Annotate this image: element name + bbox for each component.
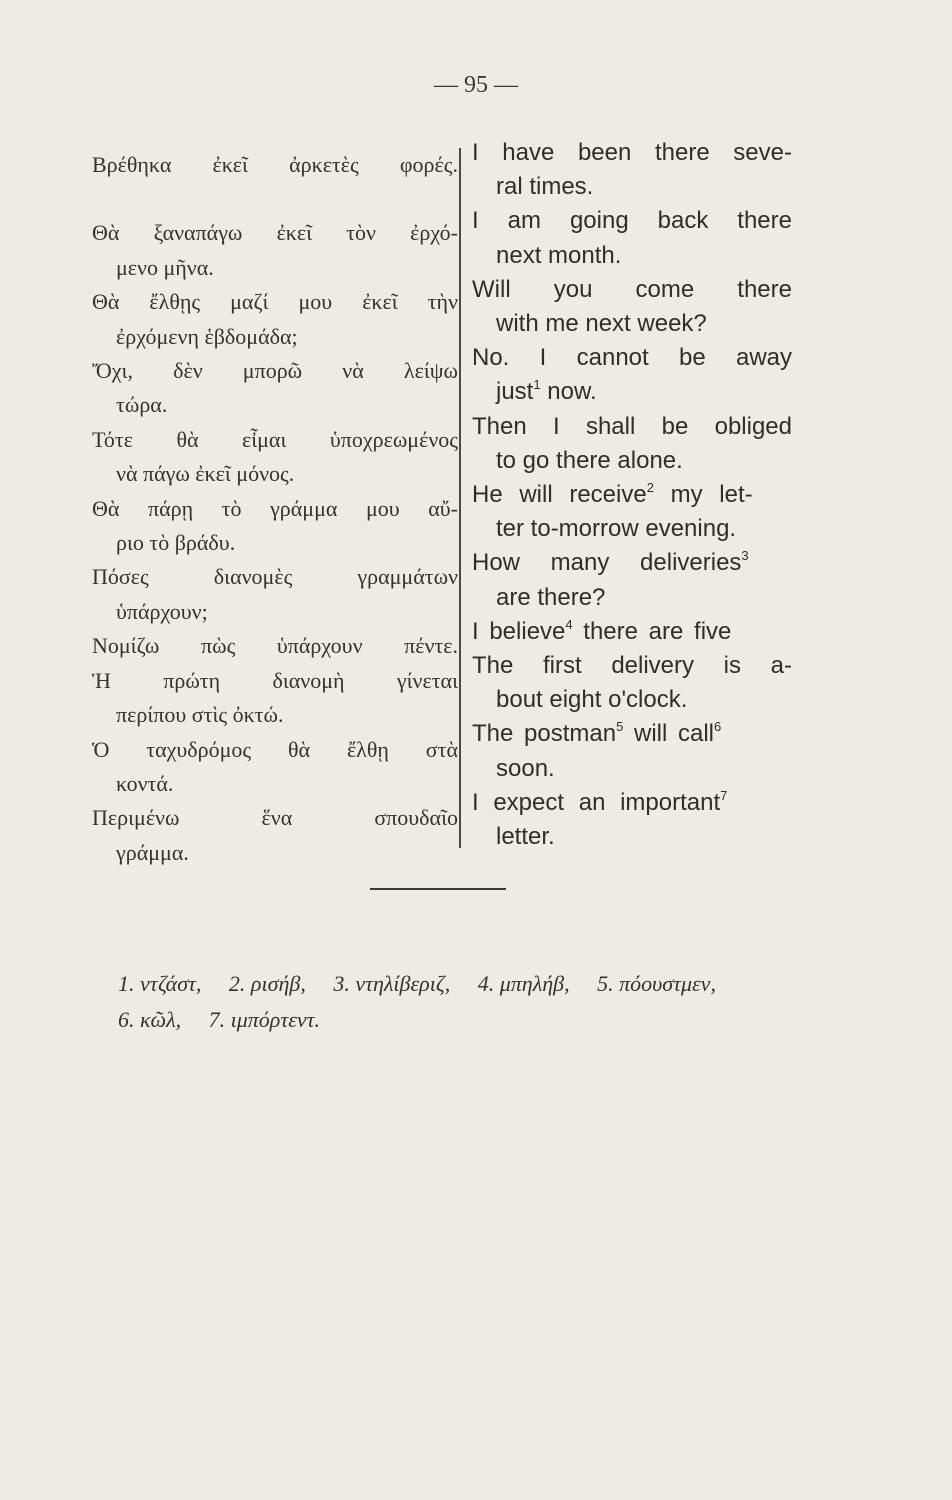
- footnote-rule: [370, 888, 506, 890]
- english-line-continuation: to go there alone.: [496, 446, 683, 474]
- english-word: How many deliveries: [472, 549, 742, 577]
- english-line: Will you come there: [472, 275, 792, 303]
- page-number: — 95 —: [434, 72, 518, 98]
- english-entry: [472, 717, 792, 785]
- english-word: now.: [540, 378, 597, 406]
- english-entry: [472, 649, 792, 717]
- english-word: my let-: [653, 481, 753, 509]
- footnote-marker: 4: [565, 616, 573, 632]
- english-line-continuation: [472, 375, 792, 409]
- greek-line: Τότε θὰ εἶμαι ὑποχρεωμένος: [92, 426, 458, 452]
- english-word: I expect an important: [472, 788, 721, 816]
- english-column: [472, 136, 792, 854]
- english-word: I believe: [472, 617, 566, 645]
- greek-line-continuation: τώρα.: [116, 392, 168, 418]
- english-line: [472, 615, 792, 649]
- greek-entry: [92, 733, 458, 802]
- greek-line: Ὄχι, δὲν μπορῶ νὰ λείψω: [92, 358, 458, 384]
- greek-line: Ἡ πρώτη διανομὴ γίνεται: [92, 667, 458, 693]
- english-word: there are five: [572, 617, 732, 645]
- english-line: [472, 717, 792, 751]
- column-divider: [459, 148, 461, 848]
- greek-line: Θὰ πάρῃ τὸ γράμμα μου αὔ-: [92, 495, 458, 521]
- english-line-continuation: with me next week?: [496, 310, 707, 338]
- footnote-marker: 6: [714, 719, 722, 735]
- greek-line-continuation: ἐρχόμενη ἑβδομάδα;: [116, 323, 298, 349]
- english-line: [472, 546, 792, 580]
- english-line: No. I cannot be away: [472, 344, 792, 372]
- greek-entry: [92, 148, 458, 182]
- english-line: The first delivery is a-: [472, 652, 792, 680]
- footnote-marker: 5: [616, 719, 624, 735]
- greek-entry: [92, 560, 458, 629]
- greek-entry: [92, 492, 458, 561]
- english-word: He will receive: [472, 481, 647, 509]
- english-line-continuation: ter to-morrow evening.: [496, 515, 737, 543]
- greek-entry: [92, 354, 458, 423]
- greek-line: Περιμένω ἕνα σπουδαῖο: [92, 805, 458, 831]
- english-word: will call: [623, 720, 714, 748]
- greek-line-continuation: κοντά.: [116, 770, 174, 796]
- english-line-continuation: next month.: [496, 241, 622, 269]
- english-line-continuation: letter.: [496, 823, 555, 851]
- greek-line: Θὰ ἔλθῃς μαζί μου ἐκεῖ τὴν: [92, 289, 458, 315]
- footnote-marker: 3: [741, 548, 749, 564]
- english-entry: [472, 546, 792, 614]
- footnote: 4. μπηλήβ,: [477, 971, 570, 996]
- footnote-marker: 2: [646, 480, 654, 496]
- footnote-marker: 7: [720, 787, 728, 803]
- english-entry: [472, 786, 792, 854]
- english-entry: [472, 615, 792, 649]
- footnote: 3. ντηλίβεριζ,: [333, 971, 451, 996]
- greek-line: Ὁ ταχυδρόμος θὰ ἔλθῃ στὰ: [92, 736, 458, 762]
- english-word: The postman: [472, 720, 617, 748]
- spacer: [92, 182, 458, 216]
- greek-entry: [92, 629, 458, 663]
- footnote: 6. κῶλ,: [118, 1007, 182, 1032]
- footnote: 7. ιμπόρτεντ.: [208, 1007, 321, 1032]
- footnote: 5. πόουστμεν,: [597, 971, 716, 996]
- greek-entry: [92, 423, 458, 492]
- english-line: I am going back there: [472, 207, 792, 235]
- greek-line: Βρέθηκα ἐκεῖ ἀρκετὲς φορές.: [92, 152, 458, 177]
- greek-line-continuation: περίπου στὶς ὀκτώ.: [116, 702, 284, 728]
- english-line: [472, 478, 792, 512]
- greek-entry: [92, 801, 458, 870]
- english-line: [472, 786, 792, 820]
- footnote: 2. ρισήβ,: [228, 971, 306, 996]
- english-entry: [472, 341, 792, 409]
- greek-line: Θὰ ξαναπάγω ἐκεῖ τὸν ἐρχό-: [92, 220, 458, 246]
- greek-entry: [92, 664, 458, 733]
- greek-line-continuation: γράμμα.: [116, 839, 189, 865]
- footnote: 1. ντζάστ,: [118, 971, 202, 996]
- footnote-marker: 1: [533, 377, 541, 393]
- footnotes: [118, 966, 798, 1038]
- english-entry: [472, 410, 792, 478]
- english-line-continuation: are there?: [496, 583, 606, 611]
- english-line-continuation: ral times.: [496, 173, 594, 201]
- greek-line-continuation: ριο τὸ βράδυ.: [116, 530, 236, 556]
- greek-line-continuation: ὑπάρχουν;: [116, 598, 208, 624]
- english-line-continuation: soon.: [496, 754, 555, 782]
- english-entry: [472, 478, 792, 546]
- greek-entry: [92, 285, 458, 354]
- english-entry: [472, 204, 792, 272]
- english-entry: [472, 273, 792, 341]
- english-line-continuation: bout eight o'clock.: [496, 686, 688, 714]
- english-word: just: [496, 378, 534, 406]
- greek-entry: [92, 216, 458, 285]
- english-line: Then I shall be obliged: [472, 412, 792, 440]
- greek-line-continuation: μενο μῆνα.: [116, 254, 214, 280]
- english-entry: [472, 136, 792, 204]
- greek-line-continuation: νὰ πάγω ἐκεῖ μόνος.: [116, 461, 295, 487]
- greek-line: Πόσες διανομὲς γραμμάτων: [92, 564, 458, 590]
- english-line: I have been there seve-: [472, 139, 792, 166]
- greek-line: Νομίζω πὼς ὑπάρχουν πέντε.: [92, 633, 458, 659]
- greek-column: [92, 148, 458, 870]
